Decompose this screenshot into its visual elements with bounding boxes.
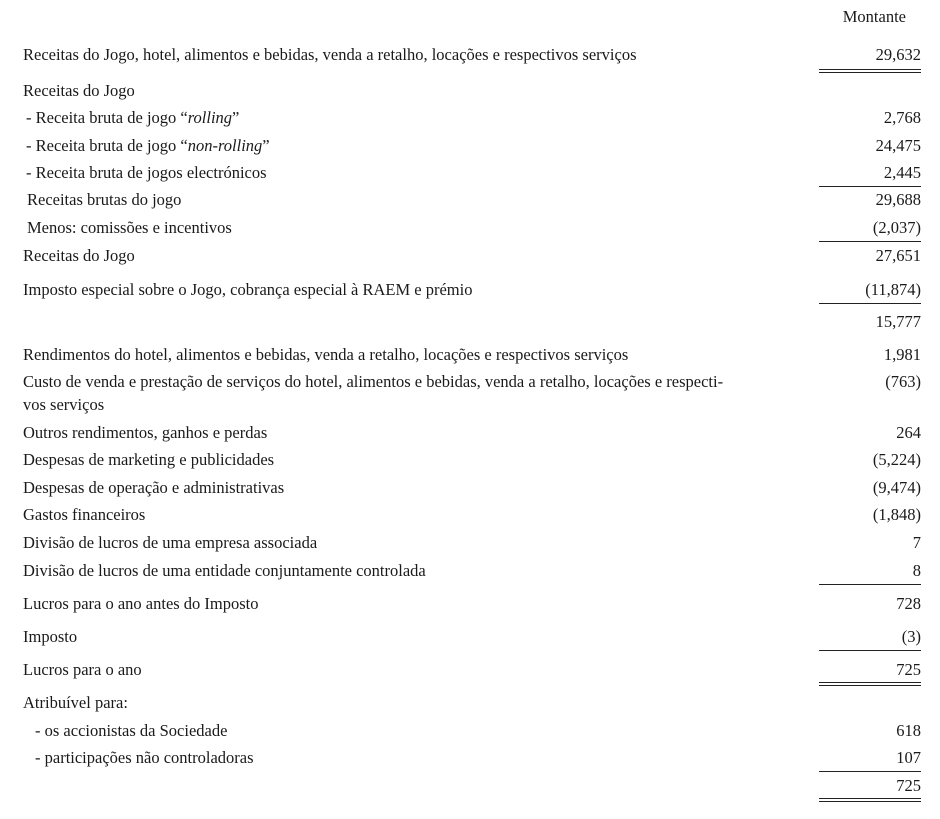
row-label: Despesas de operação e administrativas xyxy=(23,478,285,497)
row-value: 7 xyxy=(912,533,921,552)
column-header-amount: Montante xyxy=(842,7,906,26)
row-label: Receitas brutas do jogo xyxy=(27,190,182,209)
row-value: 15,777 xyxy=(875,312,921,331)
row-label: Rendimentos do hotel, alimentos e bebidas, venda a retalho, locações e respectivos serviços xyxy=(23,345,629,364)
row-value: (9,474) xyxy=(872,478,921,497)
row-label: Imposto xyxy=(23,627,78,646)
row-label: Receitas do Jogo, hotel, alimentos e bebidas, venda a retalho, locações e respectivos serviços xyxy=(23,45,637,64)
label-text: ” xyxy=(232,108,240,127)
label-text: - Receita bruta de jogo “ xyxy=(26,108,188,127)
underline xyxy=(819,650,921,651)
label-text: ” xyxy=(262,136,270,155)
label-italic-text: rolling xyxy=(187,108,233,127)
double-underline xyxy=(819,69,921,73)
underline xyxy=(819,584,921,585)
label-text: - Receita bruta de jogo “ xyxy=(26,136,188,155)
double-underline xyxy=(819,798,921,802)
row-label: Imposto especial sobre o Jogo, cobrança especial à RAEM e prémio xyxy=(23,280,473,299)
row-label: Atribuível para: xyxy=(23,693,128,712)
row-label: - os accionistas da Sociedade xyxy=(35,721,228,740)
row-value: 2,445 xyxy=(883,163,921,182)
row-label: Menos: comissões e incentivos xyxy=(27,218,232,237)
row-label: Gastos financeiros xyxy=(23,505,146,524)
row-label: Divisão de lucros de uma entidade conjuntamente controlada xyxy=(23,561,426,580)
double-underline xyxy=(819,682,921,686)
row-label xyxy=(26,108,239,128)
row-value: (5,224) xyxy=(872,450,921,469)
row-value: (11,874) xyxy=(865,280,921,299)
row-value: 24,475 xyxy=(875,136,921,155)
row-label: Despesas de marketing e publicidades xyxy=(23,450,275,469)
row-label-line-1: Custo de venda e prestação de serviços do hotel, alimentos e bebidas, venda a retalho, locações e respecti- xyxy=(23,372,724,391)
row-value: (3) xyxy=(901,627,921,646)
row-value: 27,651 xyxy=(875,246,921,265)
row-label: Lucros para o ano antes do Imposto xyxy=(23,594,259,613)
row-value: 29,688 xyxy=(875,190,921,209)
row-value: 618 xyxy=(896,721,921,740)
row-label: Divisão de lucros de uma empresa associada xyxy=(23,533,318,552)
row-value: 8 xyxy=(912,561,921,580)
row-label: Receitas do Jogo xyxy=(23,246,135,265)
row-label: - Receita bruta de jogos electrónicos xyxy=(26,163,267,182)
underline xyxy=(819,186,921,187)
row-value: 725 xyxy=(896,660,921,679)
row-label: Lucros para o ano xyxy=(23,660,142,679)
row-label: - participações não controladoras xyxy=(35,748,254,767)
row-value: 728 xyxy=(896,594,921,613)
row-value: 725 xyxy=(896,776,921,795)
underline xyxy=(819,241,921,242)
row-value: 29,632 xyxy=(875,45,921,64)
row-label xyxy=(26,136,270,156)
row-label: Receitas do Jogo xyxy=(23,81,135,100)
underline xyxy=(819,771,921,772)
row-value: 1,981 xyxy=(883,345,921,364)
row-value: (763) xyxy=(885,372,921,391)
row-value: (2,037) xyxy=(872,218,921,237)
row-label-line-2: vos serviços xyxy=(23,395,105,414)
row-value: 107 xyxy=(896,748,921,767)
underline xyxy=(819,303,921,304)
row-label: Outros rendimentos, ganhos e perdas xyxy=(23,423,268,442)
label-italic-text: non-rolling xyxy=(187,136,263,155)
row-value: 2,768 xyxy=(883,108,921,127)
row-value: 264 xyxy=(896,423,921,442)
row-value: (1,848) xyxy=(872,505,921,524)
